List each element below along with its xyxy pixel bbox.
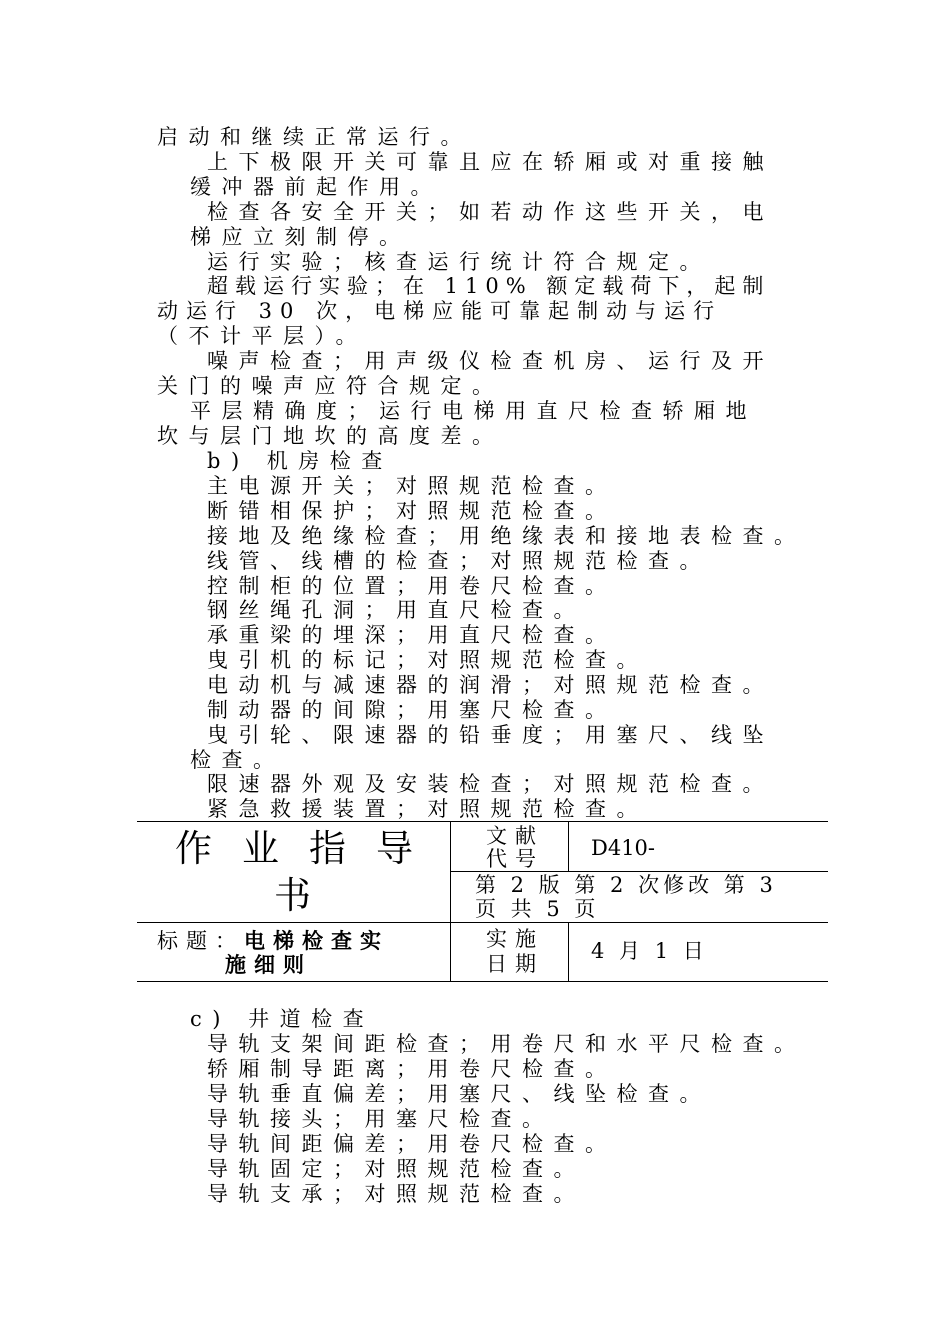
text-line: 平层精确度；运行电梯用直尺检查轿厢地 — [190, 399, 757, 423]
doc-code-label: 代号 — [486, 847, 544, 871]
list-item: 断错相保护；对照规范检查。 — [207, 499, 617, 523]
section-heading-c: c) 井道检查 — [190, 1007, 375, 1031]
list-item: 导轨支架间距检查；用卷尺和水平尺检查。 — [207, 1032, 806, 1056]
text-line: 坎与层门地坎的高度差。 — [157, 424, 504, 448]
list-item: 线管、线槽的检查；对照规范检查。 — [207, 549, 711, 573]
doc-title-line1: 作业指导 — [175, 827, 443, 870]
text-line: 检查各安全开关；如若动作这些开关，电 — [207, 200, 774, 224]
list-item: 紧急救援装置；对照规范检查。 — [207, 797, 648, 821]
list-item: 控制柜的位置；用卷尺检查。 — [207, 574, 617, 598]
text-line: 噪声检查；用声级仪检查机房、运行及开 — [207, 349, 774, 373]
list-item: 导轨垂直偏差；用塞尺、线坠检查。 — [207, 1082, 711, 1106]
list-item: 曳引轮、限速器的铅垂度；用塞尺、线坠 — [207, 723, 774, 747]
table-border — [137, 821, 828, 822]
text-line: 上下极限开关可靠且应在轿厢或对重接触 — [207, 150, 774, 174]
list-item: 导轨间距偏差；用卷尺检查。 — [207, 1132, 617, 1156]
document-header-table — [137, 821, 828, 982]
text-line: 关门的噪声应符合规定。 — [157, 374, 504, 398]
table-border — [137, 981, 828, 982]
doc-code-value: D410- — [591, 836, 656, 860]
doc-code-label: 文献 — [486, 824, 544, 848]
table-border — [568, 821, 569, 871]
doc-title-line2: 书 — [274, 874, 341, 917]
impl-date-value: 4 月 1 日 — [591, 939, 708, 963]
table-border — [450, 821, 451, 982]
version-info: 第 2 版 第 2 次修改 第 3 — [475, 873, 777, 897]
text-line: 梯应立刻制停。 — [190, 225, 411, 249]
list-item: 曳引机的标记；对照规范检查。 — [207, 648, 648, 672]
section-heading-b: b) 机房检查 — [207, 449, 393, 473]
text-line: 缓冲器前起作用。 — [190, 175, 442, 199]
text-line: 启动和继续正常运行。 — [157, 125, 472, 149]
text-line: （不计平层）。 — [157, 324, 367, 348]
list-item: 轿厢制导距离；用卷尺检查。 — [207, 1057, 617, 1081]
list-item: 导轨固定；对照规范检查。 — [207, 1157, 585, 1181]
list-item: 导轨支承；对照规范检查。 — [207, 1182, 585, 1206]
list-item: 限速器外观及安装检查；对照规范检查。 — [207, 772, 774, 796]
list-item: 钢丝绳孔洞；用直尺检查。 — [207, 598, 585, 622]
impl-date-label: 日期 — [486, 952, 544, 976]
list-item: 制动器的间隙；用塞尺检查。 — [207, 698, 617, 722]
subject-text-line2: 施细则 — [225, 952, 312, 977]
list-item: 电动机与减速器的润滑；对照规范检查。 — [207, 673, 774, 697]
text-line: 动运行 30 次，电梯应能可靠起制动与运行 — [157, 299, 723, 323]
table-border — [568, 922, 569, 982]
subject-label — [157, 928, 389, 954]
list-item: 主电源开关；对照规范检查。 — [207, 474, 617, 498]
list-item: 接地及绝缘检查；用绝缘表和接地表检查。 — [207, 524, 806, 548]
list-item: 承重梁的埋深；用直尺检查。 — [207, 623, 617, 647]
text-line: 超载运行实验；在 110% 额定载荷下，起制 — [207, 274, 771, 298]
impl-date-label: 实施 — [486, 927, 544, 951]
list-item: 检查。 — [190, 748, 285, 772]
text-line: 运行实验；核查运行统计符合规定。 — [207, 250, 711, 274]
page-info: 页 共 5 页 — [475, 897, 600, 921]
table-border — [137, 922, 828, 923]
subject-text: 标题：电梯检查实 — [157, 928, 389, 953]
list-item: 导轨接头；用塞尺检查。 — [207, 1107, 554, 1131]
